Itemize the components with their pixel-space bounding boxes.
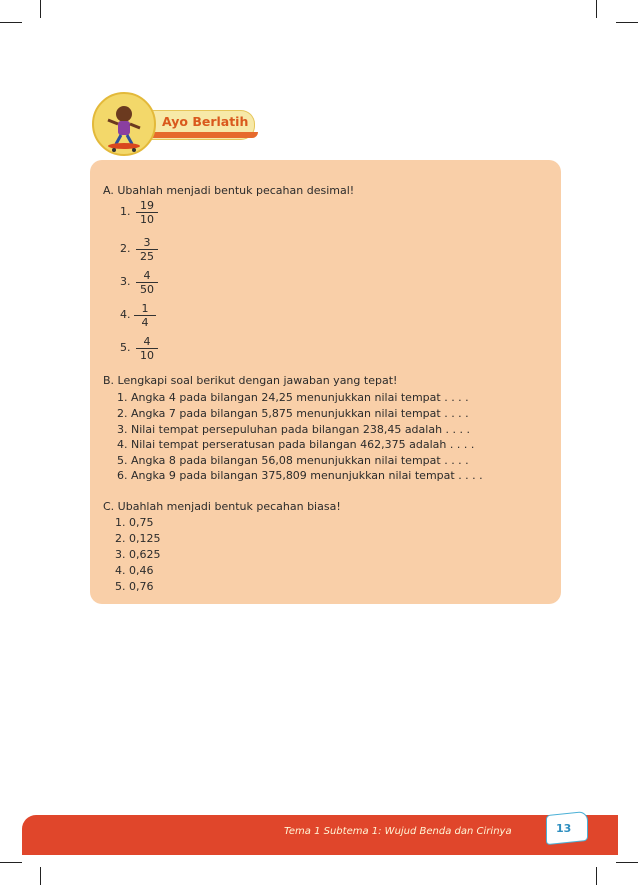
list-item: 6. Angka 9 pada bilangan 375,809 menunjukkan nilai tempat . . . . [117, 469, 483, 482]
list-item: 3. Nilai tempat persepuluhan pada bilangan 238,45 adalah . . . . [117, 423, 471, 436]
numerator: 4 [136, 269, 158, 283]
numerator: 3 [136, 236, 158, 250]
section-c-heading: C. Ubahlah menjadi bentuk pecahan biasa! [103, 500, 341, 513]
fraction [136, 335, 158, 362]
fraction [134, 302, 156, 329]
item-label: 4. [120, 308, 131, 321]
fraction [136, 269, 158, 296]
skateboard-kid-icon [94, 94, 154, 154]
list-item: 1. Angka 4 pada bilangan 24,25 menunjukkan nilai tempat . . . . [117, 391, 469, 404]
crop-mark [616, 862, 638, 863]
denominator: 10 [140, 349, 154, 362]
mascot-illustration [92, 92, 156, 156]
crop-mark [40, 0, 41, 18]
section-a-heading: A. Ubahlah menjadi bentuk pecahan desimal! [103, 184, 355, 197]
section-b-heading: B. Lengkapi soal berikut dengan jawaban yang tepat! [103, 374, 398, 387]
fraction [136, 199, 158, 226]
numerator: 4 [136, 335, 158, 349]
crop-mark [596, 0, 597, 18]
list-item: 2. 0,125 [115, 532, 161, 545]
item-label: 3. [120, 275, 131, 288]
list-item: 3. 0,625 [115, 548, 161, 561]
denominator: 4 [141, 316, 149, 329]
item-label: 2. [120, 242, 131, 255]
denominator: 10 [140, 213, 154, 226]
list-item: 1. 0,75 [115, 516, 154, 529]
crop-mark [596, 867, 597, 885]
list-item: 5. Angka 8 pada bilangan 56,08 menunjukkan nilai tempat . . . . [117, 454, 469, 467]
crop-mark [40, 867, 41, 885]
fraction [136, 236, 158, 263]
list-item: 5. 0,76 [115, 580, 154, 593]
numerator: 1 [134, 302, 156, 316]
numerator: 19 [136, 199, 158, 213]
list-item: 4. 0,46 [115, 564, 154, 577]
crop-mark [0, 862, 22, 863]
section-badge [92, 92, 262, 154]
page-number: 13 [556, 822, 572, 835]
list-item: 4. Nilai tempat perseratusan pada bilangan 462,375 adalah . . . . [117, 438, 475, 451]
item-label: 5. [120, 341, 131, 354]
crop-mark [0, 22, 22, 23]
denominator: 50 [140, 283, 154, 296]
crop-mark [616, 22, 638, 23]
list-item: 2. Angka 7 pada bilangan 5,875 menunjukkan nilai tempat . . . . [117, 407, 469, 420]
section-title: Ayo Berlatih [162, 114, 249, 129]
item-label: 1. [120, 205, 131, 218]
denominator: 25 [140, 250, 154, 263]
footer-title: Tema 1 Subtema 1: Wujud Benda dan Cirinya [284, 826, 512, 837]
